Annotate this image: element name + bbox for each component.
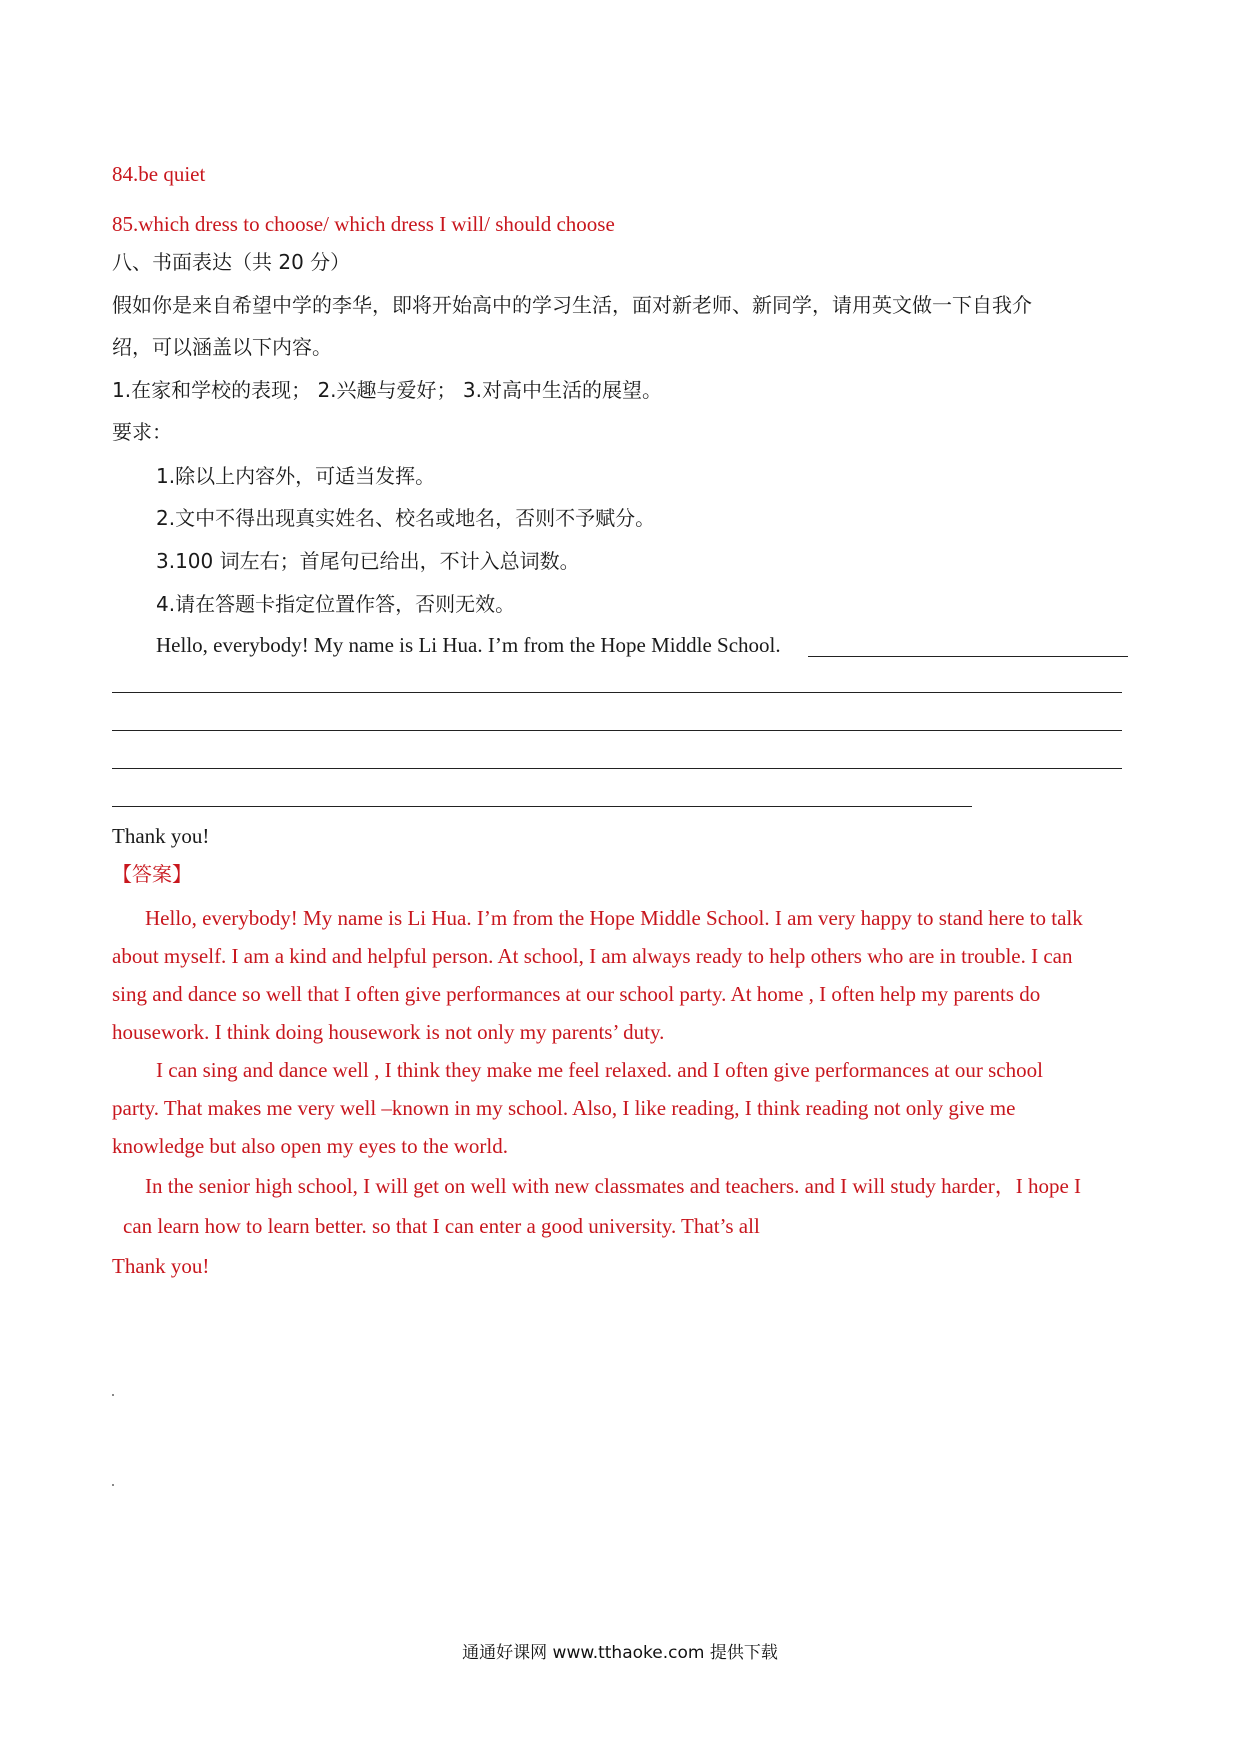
answer-line: Hello, everybody! My name is Li Hua. I’m from the Hope Middle School. I am very happy to stand here to talk xyxy=(145,906,1083,930)
closing-sentence: Thank you! xyxy=(112,824,210,848)
answer-line: knowledge but also open my eyes to the world. xyxy=(112,1134,509,1158)
answer-line: about myself. I am a kind and helpful person. At school, I am always ready to help others who are in trouble. I can xyxy=(112,944,1073,968)
stray-dot xyxy=(112,1484,114,1486)
answer-85: 85.which dress to choose/ which dress I will/ should choose xyxy=(112,212,615,236)
answer-line: can learn how to learn better. so that I can enter a good university. That’s all xyxy=(123,1214,760,1238)
answer-blank-line xyxy=(112,730,1122,731)
answer-blank-line xyxy=(808,656,1128,657)
requirement-4: 4.请在答题卡指定位置作答，否则无效。 xyxy=(156,592,516,616)
answer-blank-line xyxy=(112,768,1122,769)
answer-line: housework. I think doing housework is not only my parents’ duty. xyxy=(112,1020,665,1044)
content-points: 1.在家和学校的表现； 2.兴趣与爱好； 3.对高中生活的展望。 xyxy=(112,378,662,402)
requirements-label: 要求： xyxy=(112,420,172,444)
answer-closing: Thank you! xyxy=(112,1254,210,1278)
requirement-1: 1.除以上内容外，可适当发挥。 xyxy=(156,464,436,488)
answer-line: In the senior high school, I will get on well with new classmates and teachers. and I will study harder，I hope I xyxy=(145,1174,1082,1198)
answer-line: sing and dance so well that I often give performances at our school party. At home , I often help my parents do xyxy=(112,982,1041,1006)
section-heading: 八、书面表达（共 20 分） xyxy=(112,250,351,274)
stray-dot xyxy=(112,1394,114,1396)
prompt-line-2: 绍，可以涵盖以下内容。 xyxy=(112,335,332,359)
answer-line: I can sing and dance well , I think they make me feel relaxed. and I often give performances at our school xyxy=(156,1058,1043,1082)
page-footer: 通通好课网 www.tthaoke.com 提供下载 xyxy=(462,1643,778,1663)
answer-blank-line xyxy=(112,692,1122,693)
answer-line: party. That makes me very well –known in my school. Also, I like reading, I think reading not only give me xyxy=(112,1096,1016,1120)
answer-84: 84.be quiet xyxy=(112,162,206,186)
requirement-3: 3.100 词左右；首尾句已给出，不计入总词数。 xyxy=(156,549,580,573)
requirement-2: 2.文中不得出现真实姓名、校名或地名，否则不予赋分。 xyxy=(156,506,656,530)
answer-blank-line xyxy=(112,806,972,807)
answer-label: 【答案】 xyxy=(112,862,192,886)
opening-sentence: Hello, everybody! My name is Li Hua. I’m from the Hope Middle School. xyxy=(156,633,781,657)
prompt-line-1: 假如你是来自希望中学的李华，即将开始高中的学习生活，面对新老师、新同学，请用英文做一下自我介 xyxy=(112,293,1032,317)
